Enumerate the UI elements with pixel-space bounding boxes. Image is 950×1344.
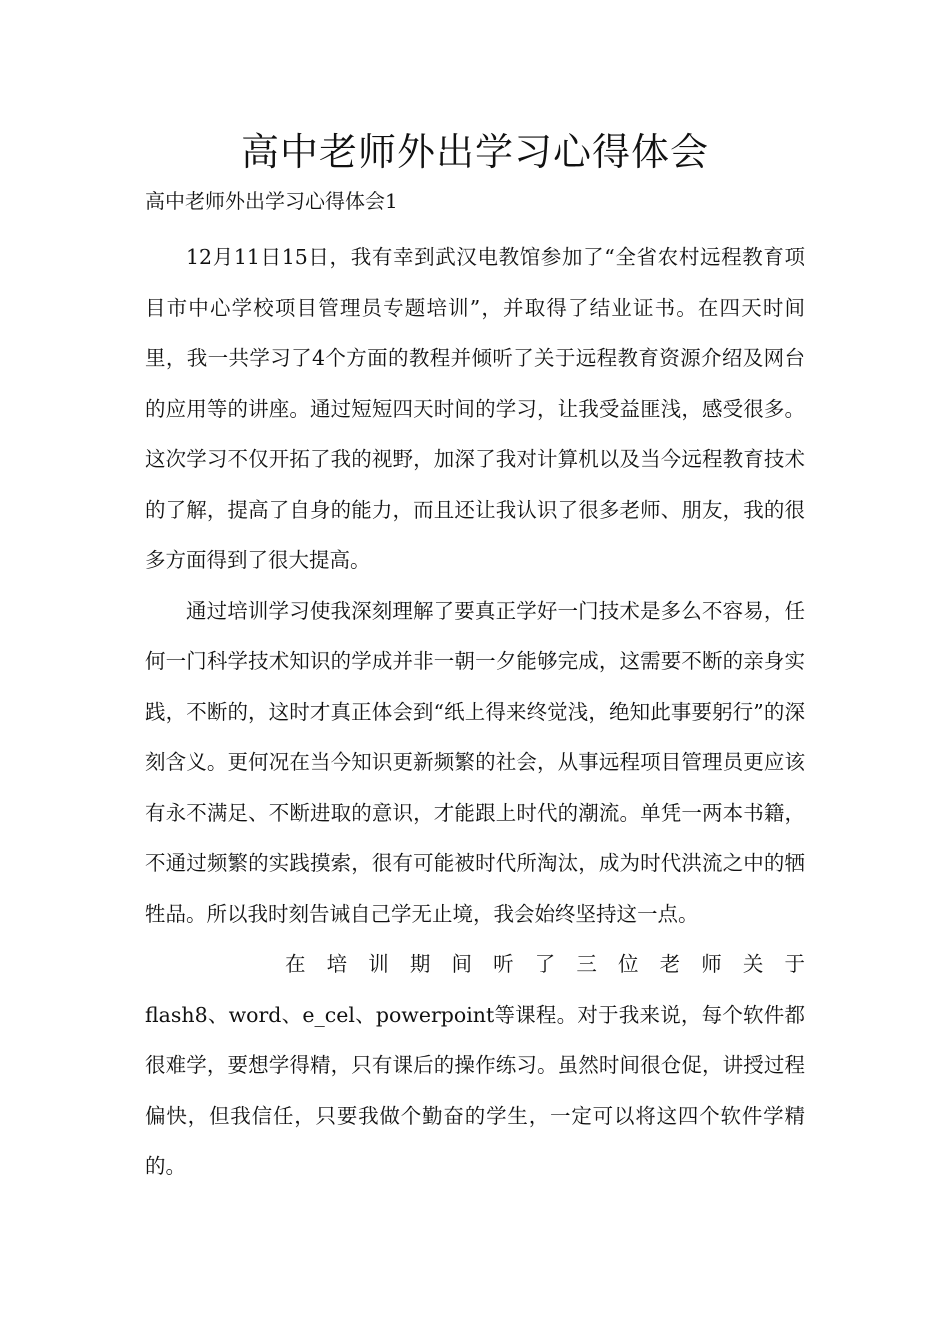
paragraph-3-rest: flash8、word、e_cel、powerpoint等课程。对于我来说，每个软件都很难学，要想学得精，只有课后的操作练习。虽然时间很仓促，讲授过程偏快，但我信任，只要我做个勤奋的学生，一定可以将这四个软件学精的。 bbox=[145, 1002, 805, 1178]
document-body bbox=[145, 232, 805, 1192]
document-title: 高中老师外出学习心得体会 bbox=[240, 130, 709, 174]
paragraph-3-lead: 在培训期间听了三位老师关于 bbox=[285, 952, 805, 976]
paragraph-2: 通过培训学习使我深刻理解了要真正学好一门技术是多么不容易，任何一门科学技术知识的学成并非一朝一夕能够完成，这需要不断的亲身实践，不断的，这时才真正体会到“纸上得来终觉浅，绝知此事要躬行”的深刻含义。更何况在当今知识更新频繁的社会，从事远程项目管理员更应该有永不满足、不断进取的意识，才能跟上时代的潮流。单凭一两本书籍，不通过频繁的实践摸索，很有可能被时代所淘汰，成为时代洪流之中的牺牲品。所以我时刻告诫自己学无止境，我会始终坚持这一点。 bbox=[145, 598, 805, 926]
document-subtitle: 高中老师外出学习心得体会1 bbox=[145, 189, 398, 213]
paragraph-3 bbox=[145, 939, 805, 1192]
paragraph-1: 12月11日15日，我有幸到武汉电教馆参加了“全省农村远程教育项目市中心学校项目管理员专题培训”，并取得了结业证书。在四天时间里，我一共学习了4个方面的教程并倾听了关于远程教育资源介绍及网台的应用等的讲座。通过短短四天时间的学习，让我受益匪浅，感受很多。这次学习不仅开拓了我的视野，加深了我对计算机以及当今远程教育技术的了解，提高了自身的能力，而且还让我认识了很多老师、朋友，我的很多方面得到了很大提高。 bbox=[145, 245, 805, 572]
